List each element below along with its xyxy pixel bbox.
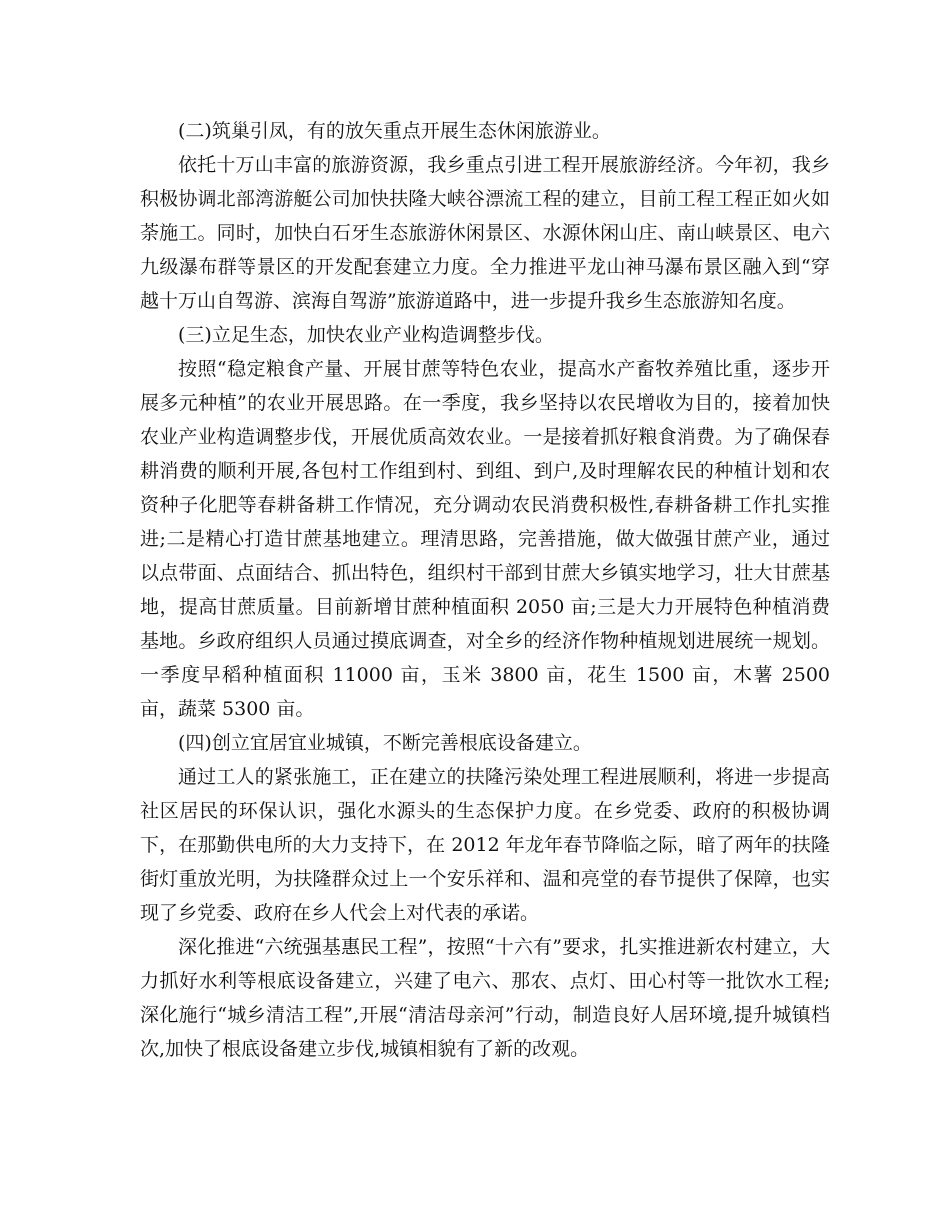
paragraph-tourism: 依托十万山丰富的旅游资源，我乡重点引进工程开展旅游经济。今年初，我乡积极协调北部湾游艇公司加快扶隆大峡谷漂流工程的建立，目前工程工程正如火如荼施工。同时，加快白石牙生态旅游休闲景区、水源休闲山庄、南山峡景区、电六九级瀑布群等景区的开发配套建立力度。全力推进平龙山神马瀑布景区融入到“穿越十万山自驾游、滨海自驾游”旅游道路中，进一步提升我乡生态旅游知名度。: [140, 154, 830, 312]
paragraph-agriculture: 按照“稳定粮食产量、开展甘蔗等特色农业，提高水产畜牧养殖比重，逐步开展多元种植”的农业开展思路。在一季度，我乡坚持以农民增收为目的，接着加快农业产业构造调整步伐，开展优质高效农业。一是接着抓好粮食消费。为了确保春耕消费的顺利开展,各包村工作组到村、到组、到户,及时理解农民的种植计划和农资种子化肥等春耕备耕工作情况，充分调动农民消费积极性,春耕备耕工作扎实推进;二是精心打造甘蔗基地建立。理清思路，完善措施，做大做强甘蔗产业，通过以点带面、点面结合、抓出特色，组织村干部到甘蔗大乡镇实地学习，壮大甘蔗基地，提高甘蔗质量。目前新增甘蔗种植面积 2050 亩;三是大力开展特色种植消费基地。乡政府组织人员通过摸底调查，对全乡的经济作物种植规划进展统一规划。一季度早稻种植面积 11000 亩，玉米 3800 亩，花生 1500 亩，木薯 2500 亩，蔬菜 5300 亩。: [140, 358, 830, 720]
document-page: [140, 114, 830, 1066]
paragraph-rural-construction: 深化推进“六统强基惠民工程”，按照“十六有”要求，扎实推进新农村建立，大力抓好水利等根底设备建立，兴建了电六、那农、点灯、田心村等一批饮水工程;深化施行“城乡清洁工程”,开展“清洁母亲河”行动，制造良好人居环境,提升城镇档次,加快了根底设备建立步伐,城镇相貌有了新的改观。: [140, 936, 830, 1060]
paragraph-infrastructure: 通过工人的紧张施工，正在建立的扶隆污染处理工程进展顺利，将进一步提高社区居民的环保认识，强化水源头的生态保护力度。在乡党委、政府的积极协调下，在那勤供电所的大力支持下，在 2012 年龙年春节降临之际，暗了两年的扶隆街灯重放光明，为扶隆群众过上一个安乐祥和、温和亮堂的春节提供了保障，也实现了乡党委、政府在乡人代会上对代表的承诺。: [140, 766, 830, 924]
section-heading-3: (三)立足生态，加快农业产业构造调整步伐。: [178, 324, 554, 346]
section-heading-2: (二)筑巢引凤，有的放矢重点开展生态休闲旅游业。: [178, 120, 611, 142]
section-heading-4: (四)创立宜居宜业城镇，不断完善根底设备建立。: [178, 732, 592, 754]
